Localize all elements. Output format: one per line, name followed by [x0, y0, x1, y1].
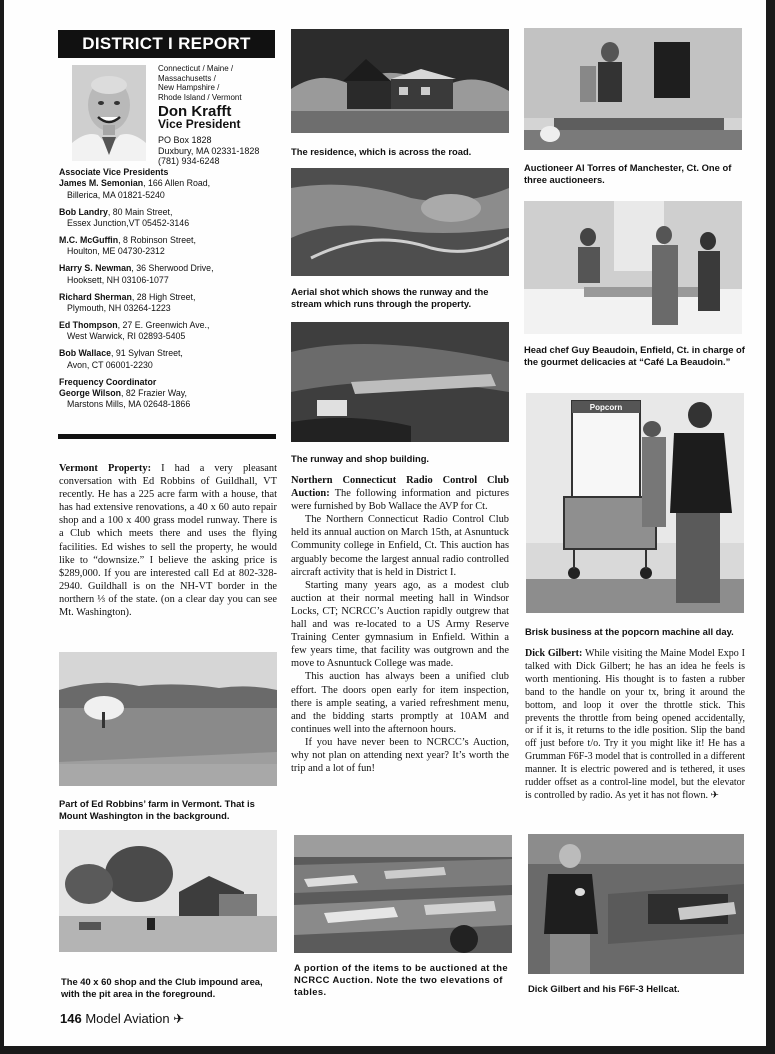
runway-photo: [291, 322, 509, 442]
chef-photo: [524, 201, 742, 334]
assoc-entry: M.C. McGuffin, 8 Robinson Street, Houlton, ME 04730-2312: [59, 235, 196, 257]
airplane-icon: ✈: [173, 1011, 185, 1026]
farm-photo: [59, 652, 277, 786]
popcorn-sign: Popcorn: [589, 403, 623, 412]
residence-photo: [291, 29, 509, 133]
assoc-entry: James M. Semonian, 166 Allen Road, Billerica, MA 01821-5240: [59, 178, 211, 200]
assoc-entry: Richard Sherman, 28 High Street, Plymouth, NH 03264-1223: [59, 291, 196, 314]
chef-caption: Head chef Guy Beaudoin, Enfield, Ct. in charge of the gourmet delicacies at “Café La Beaudoin.”: [524, 344, 745, 367]
aerial-photo: [291, 168, 509, 276]
assoc-heading: Associate Vice Presidents: [59, 167, 169, 177]
residence-caption: The residence, which is across the road.: [291, 146, 472, 157]
vp-address: PO Box 1828 Duxbury, MA 02331-1828 (781) 934-6248: [158, 135, 260, 166]
ncrcc-article: Northern Connecticut Radio Control Club Auction: The following information and pictures were furnished by Bob Wallace the AVP for Ct. The Northern Connecticut Radio Control Club held its annual auction on March 15th, at Asnuntuck Community college in Enfield, Ct. This auction has arguably become the largest annual radio controlled aircraft activity that is held in District I. Starting many years ago, as a modest club auction at their normal meeting hall in Windsor Locks, CT; NCRCC’s Auction rapidly outgrew that hall and was re-located to a US Army Reserve Training Center gymnasium in Enfield. Within a few years time, that facility was outgrown and the move to Asnuntuck College was made. This auction has always been a unified club effort. The doors open early for item inspection, there is ample seating, a varied refreshment menu, and the bidding starts promptly at 10AM and continues well into the afternoon hours. If you have never been to NCRCC’s Auction, why not plan on attending next year? It’s worth the trip and a lot of fun!: [291, 475, 509, 775]
shop-caption: The 40 x 60 shop and the Club impound area, with the pit area in the foreground.: [61, 976, 263, 999]
assoc-entry: Harry S. Newman, 36 Sherwood Drive, Hooksett, NH 03106-1077: [59, 263, 214, 285]
shop-photo: [59, 830, 277, 952]
auctioneer-caption: Auctioneer Al Torres of Manchester, Ct. One of three auctioneers.: [524, 162, 732, 185]
aerial-caption: Aerial shot which shows the runway and the stream which runs through the property.: [291, 286, 489, 309]
vp-headshot-photo: [72, 65, 146, 161]
freq-heading: Frequency Coordinator: [59, 376, 157, 387]
popcorn-caption: Brisk business at the popcorn machine all day.: [525, 626, 734, 637]
runway-caption: The runway and shop building.: [291, 453, 430, 464]
page-number: 146: [60, 1011, 82, 1026]
assoc-entry: Bob Wallace, 91 Sylvan Street, Avon, CT 06001-2230: [59, 348, 183, 370]
magazine-name: Model Aviation: [85, 1011, 170, 1026]
popcorn-photo: [526, 393, 744, 613]
portrait-icon: [72, 65, 146, 161]
gilbert-photo: [528, 834, 744, 974]
items-caption: A portion of the items to be auctioned at the NCRCC Auction. Note the two elevations of tables.: [294, 962, 509, 997]
associate-vp-list: [59, 167, 279, 416]
assoc-entry: Bob Landry, 80 Main Street, Essex Junction,VT 05452-3146: [59, 206, 190, 229]
gilbert-article: Dick Gilbert: While visiting the Maine Model Expo I talked with Dick Gilbert; he has an idea he feels is worth mentioning. His thought is to fasten a rubber band to the handle on your tx, bring it around the bottom, and loop it over the throttle stick. This prevents the throttle from being opened accidentally, or if it is, it returns to the idle position. Slip the band off just before t/o. Try it you might like it! He has a Grumman F6F-3 model that is controlled in a different manner. It is electric powered and is tethered, it uses rudder offset as a control-line model, but the elevator is controlled by radio. As yet it has not flown. ✈: [525, 648, 745, 801]
page-footer: [60, 1011, 184, 1027]
magazine-page: [4, 0, 766, 1046]
district-banner: DISTRICT I REPORT: [58, 30, 275, 58]
freq-entry: George Wilson, 82 Frazier Way, Marstons Mills, MA 02648-1866: [59, 388, 191, 410]
vp-name: Don Krafft: [158, 103, 232, 120]
farm-caption: Part of Ed Robbins’ farm in Vermont. That is Mount Washington in the background.: [59, 798, 255, 821]
auction-items-photo: [294, 835, 512, 953]
district-states: Connecticut / Maine / Massachusetts / New Hampshire / Rhode Island / Vermont: [158, 64, 242, 102]
assoc-entry: Ed Thompson, 27 E. Greenwich Ave., West Warwick, RI 02893-5405: [59, 319, 210, 342]
auctioneer-photo: [524, 28, 742, 150]
section-divider: [58, 434, 276, 439]
vp-title: Vice President: [158, 117, 241, 131]
gilbert-caption: Dick Gilbert and his F6F-3 Hellcat.: [528, 983, 680, 994]
vermont-article: Vermont Property: I had a very pleasant conversation with Ed Robbins of Guildhall, VT recently. He has a 225 acre farm with a house, that has had extensive renovations, a 40 x 60 auto repair shop and a 100 x 400 grass model runway. There is a Club which meets there and uses the flying facilities. Ed wishes to sell the property, he would like to “downsize.” I believe the asking price is $289,000. If you are interested call Ed at 802-328-2940. Guildhall is on the NH-VT border in the northern ⅓ of the state. (on a clear day you can see Mt. Washington).: [59, 463, 277, 619]
